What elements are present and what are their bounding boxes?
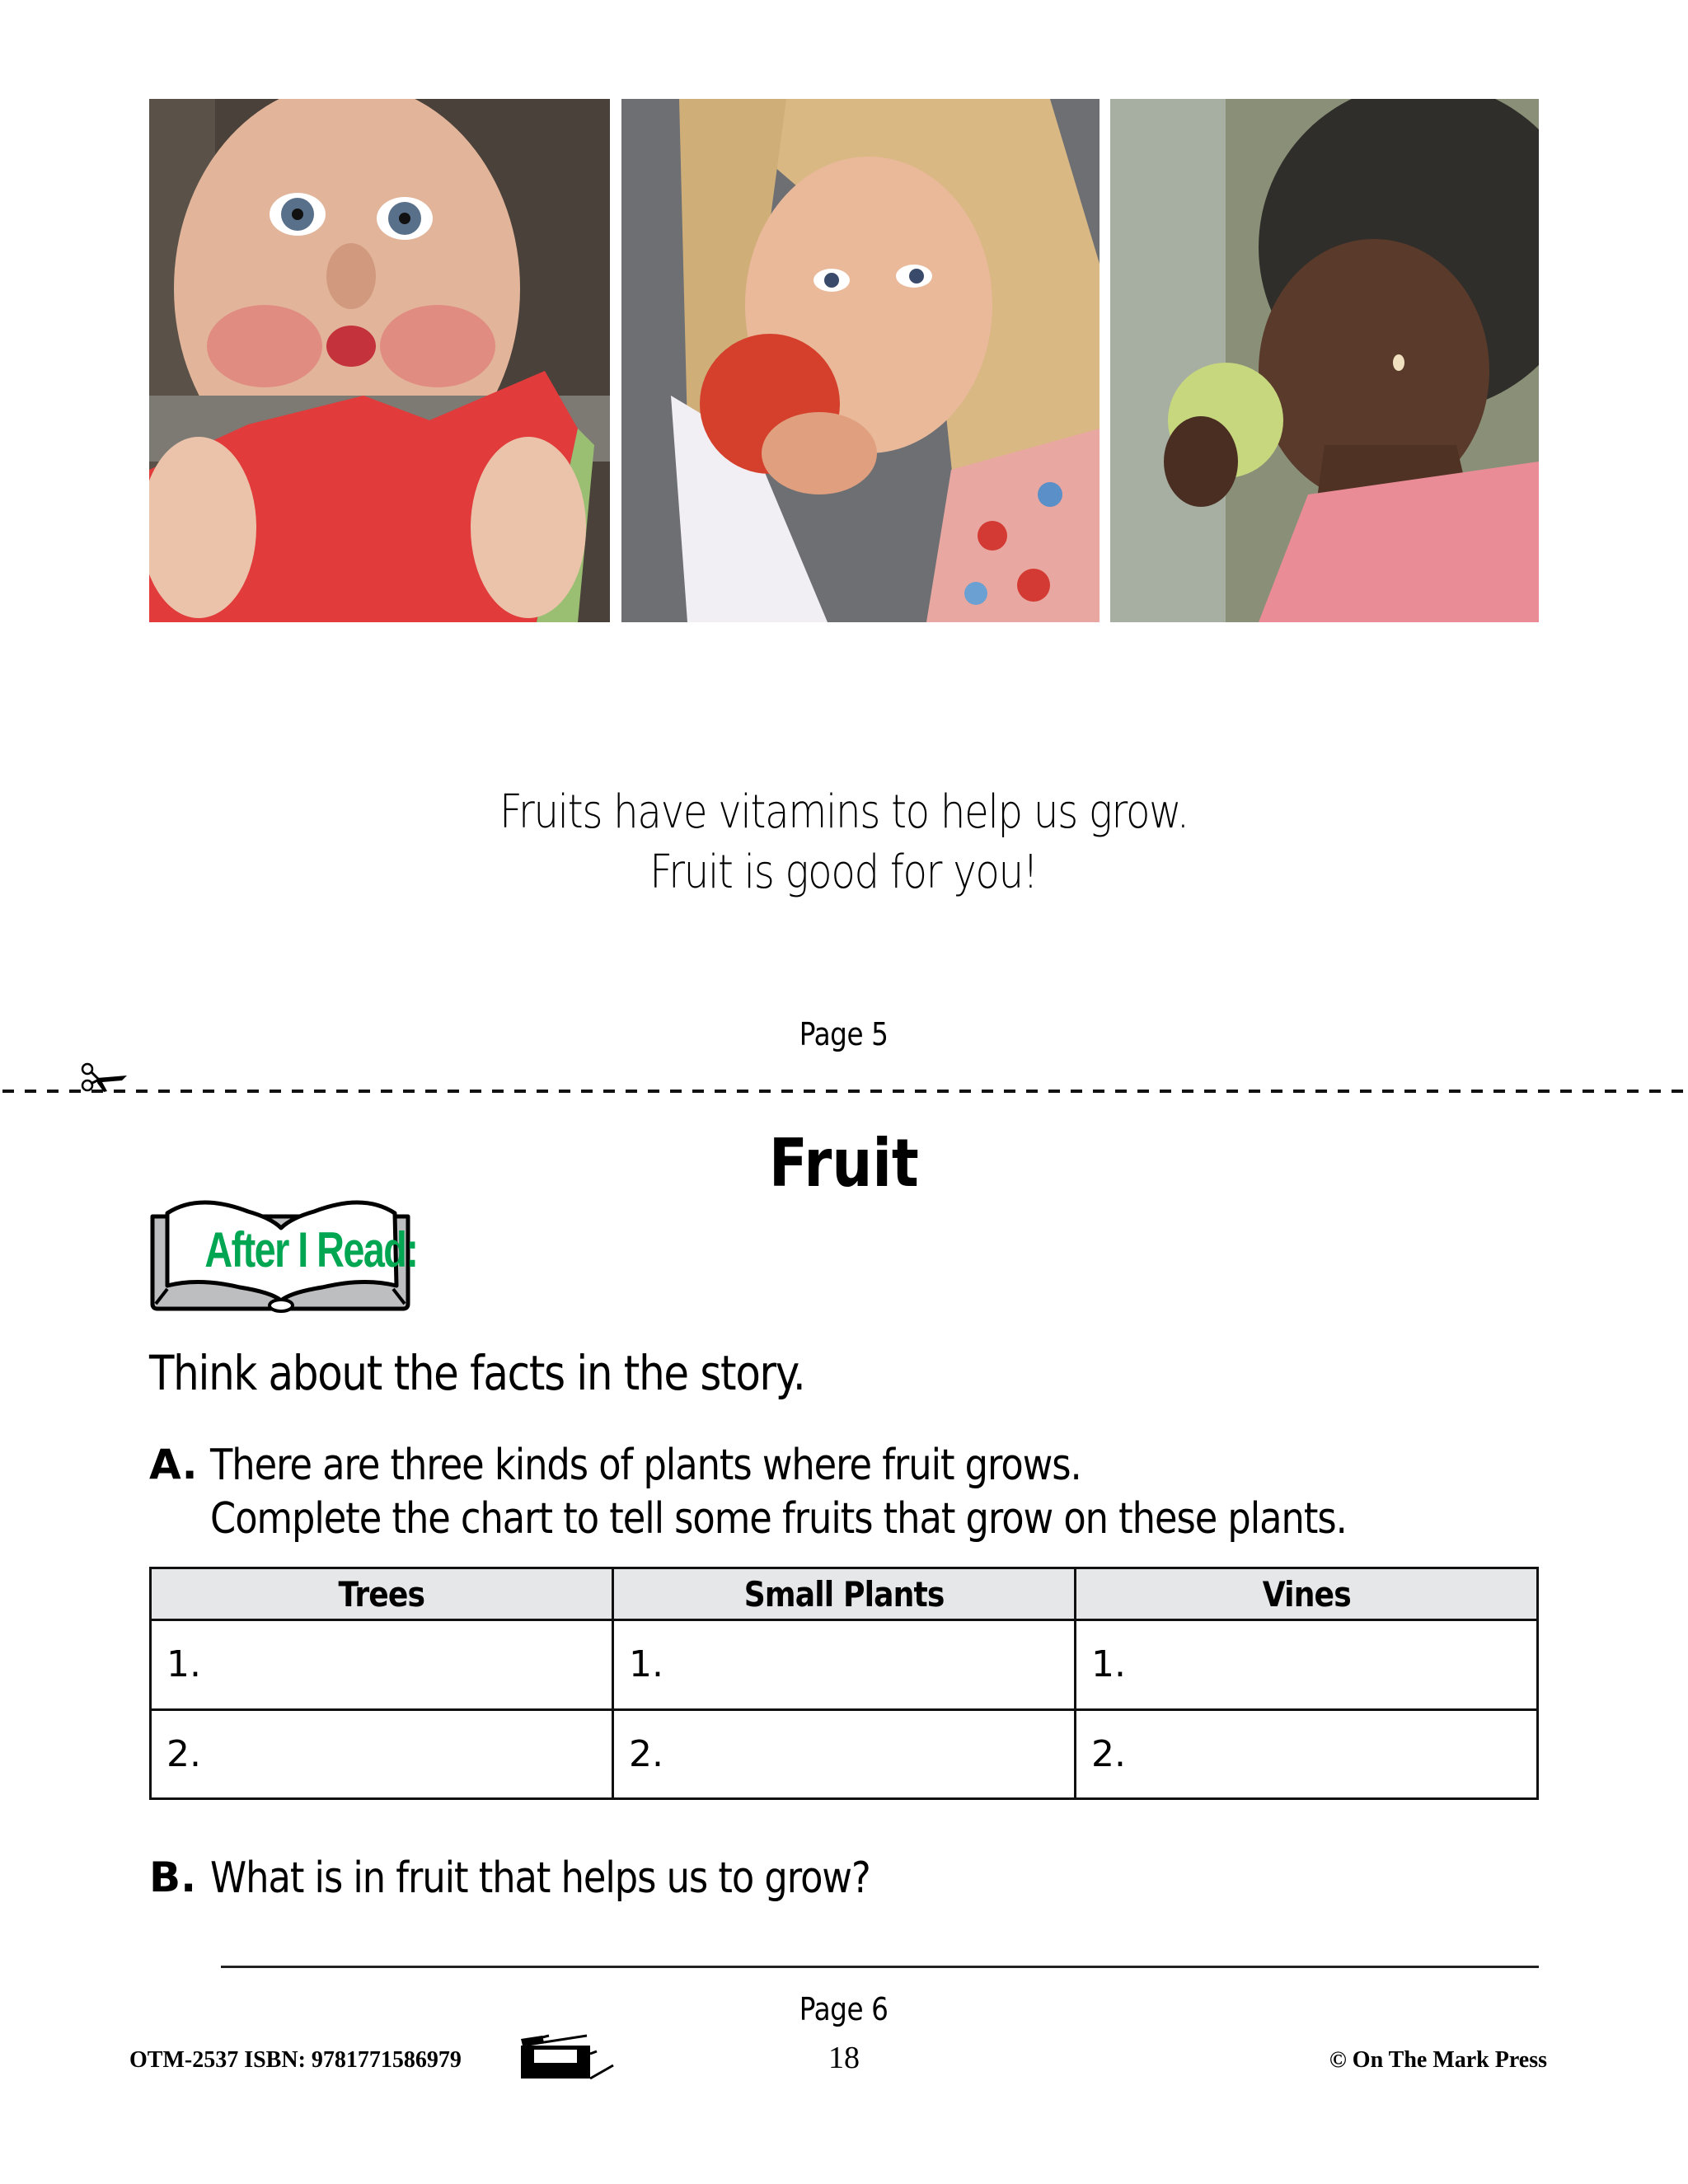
photo-girl-peach [621,99,1100,622]
answer-cell-small-plants-2[interactable] [613,1709,1076,1799]
header-label: Small Plants [743,1573,945,1615]
answer-line-b[interactable] [221,1966,1539,1968]
page-number: Page 5 [799,1016,889,1052]
answer-cell-trees-1[interactable] [151,1620,613,1710]
header-label: Vines [1262,1573,1351,1615]
instruction-text: Think about the facts in the story. [149,1345,805,1401]
chart-header-row [151,1568,1538,1620]
badge-label: After I Read: [204,1222,418,1277]
row-number: 2. [166,1732,201,1775]
row-number: 2. [629,1732,663,1775]
page-5-label [0,1016,1688,1052]
table-row [151,1709,1538,1799]
header-trees [151,1568,613,1620]
answer-cell-vines-1[interactable] [1076,1620,1538,1710]
photo-baby-watermelon [149,99,610,622]
question-a-line-2: Complete the chart to tell some fruits that grow on these plants. [210,1494,1347,1544]
page-title [0,1125,1688,1202]
story-text: Fruit is good for you! [649,846,1039,899]
title-text: Fruit [769,1125,919,1202]
footer-copyright: © On The Mark Press [1329,2047,1547,2073]
header-small-plants [613,1568,1076,1620]
row-number: 1. [629,1643,663,1686]
story-text: Fruits have vitamins to help us grow. [499,785,1189,839]
story-text-line-1 [0,785,1688,839]
page-number: Page 6 [799,1991,889,2027]
row-number: 1. [166,1643,201,1686]
question-b-text: What is in fruit that helps us to grow? [210,1854,870,1903]
question-b-label: B. [149,1854,197,1901]
scissors-icon [79,1062,129,1093]
row-number: 2. [1091,1732,1126,1775]
question-a-label: A. [149,1441,198,1488]
answer-cell-vines-2[interactable] [1076,1709,1538,1799]
footer-isbn: OTM-2537 ISBN: 9781771586979 [129,2047,462,2073]
photo-girl-apple [1110,99,1539,622]
fruit-plants-chart [149,1567,1539,1800]
story-text-line-2 [0,846,1688,899]
header-vines [1076,1568,1538,1620]
answer-cell-trees-2[interactable] [151,1709,613,1799]
question-a-line-1: There are three kinds of plants where fruit grows. [210,1441,1081,1490]
table-row [151,1620,1538,1710]
page-6-label [0,1991,1688,2027]
after-i-read-badge [175,1222,418,1277]
row-number: 1. [1091,1643,1126,1686]
footer-page-number: 18 [828,2041,860,2075]
answer-cell-small-plants-1[interactable] [613,1620,1076,1710]
header-label: Trees [338,1573,425,1615]
dashed-cut-line [2,1090,1688,1093]
